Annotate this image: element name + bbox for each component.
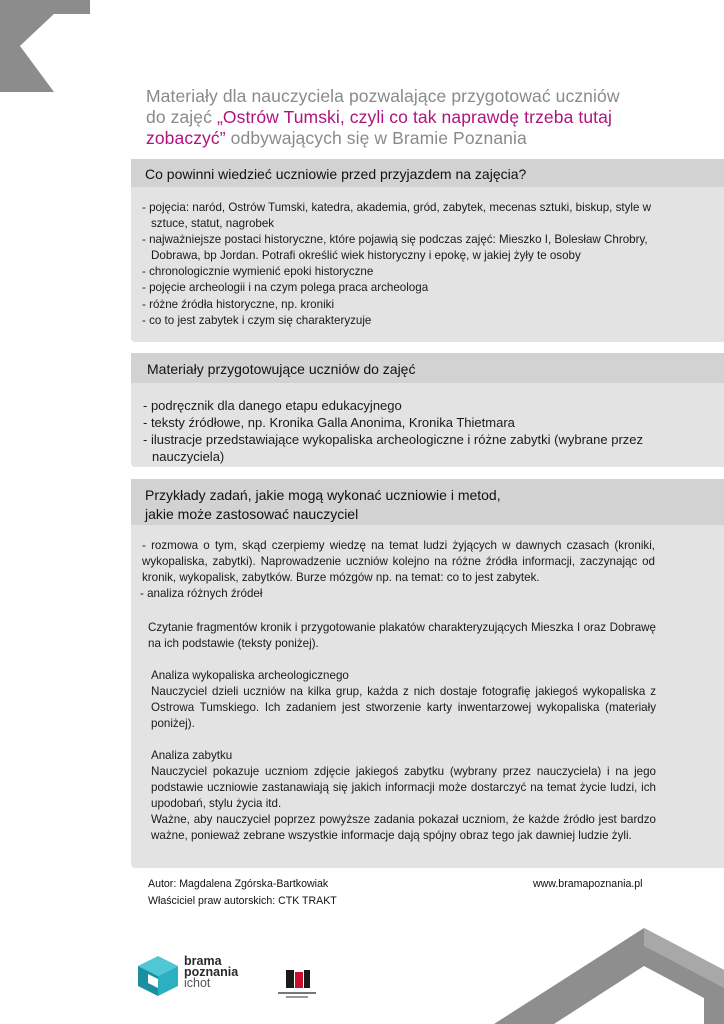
- brama-poznania-cube-logo-icon: [136, 954, 180, 998]
- excavation-title: Analiza wykopaliska archeologicznego: [151, 669, 349, 682]
- copyright-owner: Właściciel praw autorskich: CTK TRAKT: [148, 895, 337, 907]
- author-credit: Autor: Magdalena Zgórska-Bartkowiak: [148, 878, 329, 890]
- corner-decoration-top: [0, 0, 90, 92]
- task-chronicles: Czytanie fragmentów kronik i przygotowanie plakatów charakteryzujących Mieszka I oraz Dobrawę na ich podstawie (teksty poniżej).: [148, 621, 656, 650]
- logo-text-line-1: brama: [184, 954, 222, 968]
- list-item: - podręcznik dla danego etapu edukacyjnego: [143, 398, 402, 413]
- closing-text: Ważne, aby nauczyciel poprzez powyższe zadania pokazał uczniom, że każde źródło jest bardzo ważne, ponieważ zebrane wszystkie informacje dają spójny obraz tego jak dawniej ludzie żyli.: [151, 813, 656, 842]
- title-line-1: Materiały dla nauczyciela pozwalające przygotować uczniów: [146, 86, 620, 106]
- section-2-heading: Materiały przygotowujące uczniów do zajęć: [147, 361, 416, 377]
- logo-text-line-3: ichot: [184, 976, 211, 990]
- list-item: - pojęcie archeologii i na czym polega praca archeologa: [142, 281, 429, 295]
- list-item: - teksty źródłowe, np. Kronika Galla Anonima, Kronika Thietmara: [143, 415, 515, 430]
- list-item: - pojęcia: naród, Ostrów Tumski, katedra, akademia, gród, zabytek, mecenas sztuki, biskup, style w sztuce, statut, nagrobek: [142, 201, 652, 231]
- website-link[interactable]: www.bramapoznania.pl: [533, 878, 643, 890]
- section-task-examples: [131, 479, 724, 868]
- task-source-analysis: - analiza różnych źródeł: [140, 587, 263, 600]
- section-preparation-materials: [131, 353, 724, 467]
- title-line-2: do zajęć „Ostrów Tumski, czyli co tak naprawdę trzeba tutaj: [146, 107, 612, 127]
- list-item: - różne źródła historyczne, np. kroniki: [142, 297, 335, 311]
- task-discussion: - rozmowa o tym, skąd czerpiemy wiedzę na temat ludzi żyjących w dawnych czasach (kroniki, wykopaliska, zabytki). Naprowadzenie uczniów kolejno na różne źródła informacji, zaczynając od kronik, wykopalisk, zabytków. Burze mózgów np. na temat: co to jest zabytek.: [142, 539, 655, 584]
- list-item: - ilustracje przedstawiające wykopaliska archeologiczne i różne zabytki (wybrane przez nauczyciela): [143, 432, 643, 464]
- section-3-heading: Przykłady zadań, jakie mogą wykonać uczniowie i metod, jakie może zastosować nauczyciel: [145, 487, 501, 522]
- logo-text-line-2: poznania: [184, 965, 239, 979]
- brama-poznania-logo: [136, 954, 246, 1000]
- list-item: - chronologicznie wymienić epoki historyczne: [142, 265, 374, 279]
- knowledge-list: [142, 200, 654, 329]
- title-line-3: zobaczyć” odbywających się w Bramie Poznania: [146, 128, 527, 148]
- excavation-text: Nauczyciel dzieli uczniów na kilka grup, każda z nich dostaje fotografię jakiegoś wykopaliska z Ostrowa Tumskiego. Ich zadaniem jest stworzenie karty inwentarzowej wykopaliska (materiały poniżej).: [151, 685, 656, 730]
- document-title: [146, 86, 666, 149]
- list-item: - najważniejsze postaci historyczne, które pojawią się podczas zajęć: Mieszko I, Bolesław Chrobry, Dobrawa, bp Jordan. Potrafi określić wiek historyczny i epokę, w jakiej żyły te osoby: [142, 233, 648, 263]
- title-accent-part-2: zobaczyć”: [146, 128, 226, 148]
- materials-list: [143, 397, 664, 465]
- monument-title: Analiza zabytku: [151, 749, 233, 762]
- section-before-class: [131, 159, 724, 342]
- corner-decoration-bottom: [494, 928, 724, 1024]
- partner-logo-icon: [276, 968, 318, 1000]
- monument-text: Nauczyciel pokazuje uczniom zdjęcie jakiegoś zabytku (wybrany przez nauczyciela) i na jego podstawie uczniowie zastanawiają się jakich informacji może dostarczyć na temat życie ludzi, ich upodobań, stylu życia itd.: [151, 765, 656, 810]
- title-accent-part-1: „Ostrów Tumski, czyli co tak naprawdę trzeba tutaj: [216, 107, 612, 127]
- section-1-heading: Co powinni wiedzieć uczniowie przed przyjazdem na zajęcia?: [145, 166, 527, 182]
- list-item: - co to jest zabytek i czym się charakteryzuje: [142, 313, 372, 327]
